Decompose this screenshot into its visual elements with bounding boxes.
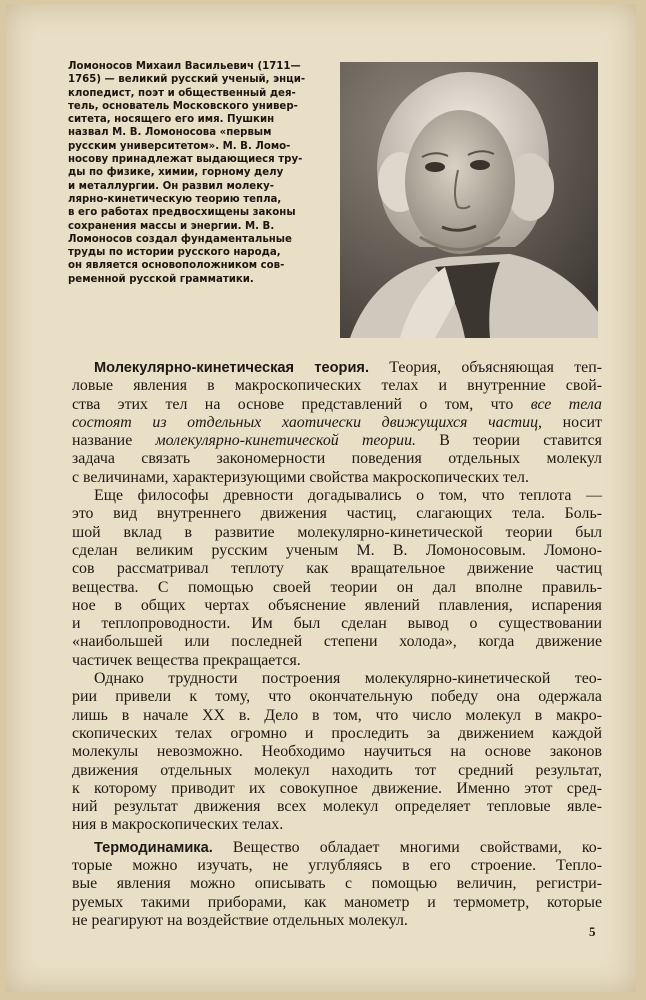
- text-line: скопических телах огромно и проследить за движением каждой: [72, 724, 602, 742]
- text-line: ния в макроскопических телах.: [72, 816, 284, 834]
- text-line: сов рассматривал теплоту как вращательное движение частиц: [72, 560, 602, 578]
- term-heading: Термодинамика.: [94, 839, 213, 856]
- caption-line: ды по физике, химии, горному делу: [68, 167, 284, 179]
- caption-line: назвал М. В. Ломоносова «первым: [68, 127, 272, 139]
- caption-line: Ломоносов Михаил Васильевич (1711—: [68, 61, 301, 72]
- text-line: торые можно изучать, не углубляясь в его строение. Тепло-: [72, 857, 602, 875]
- caption-line: он является основоположником сов-: [68, 260, 285, 272]
- caption-line: сохранения массы и энергии. М. В.: [68, 220, 275, 232]
- text-line: руемых такими приборами, как манометр и термометр, которые: [72, 893, 602, 911]
- text-line: молекулы невозможно. Необходимо научиться на основе законов: [72, 743, 602, 761]
- caption-line: клопедист, поэт и общественный дея-: [68, 87, 296, 99]
- caption-line: 1765) — великий русский ученый, энци-: [68, 74, 306, 86]
- text-line: движения отдельных молекул находить тот средний результат,: [72, 761, 602, 779]
- portrait-caption: [68, 60, 326, 286]
- book-page: [6, 4, 636, 992]
- text-line: Однако трудности построения молекулярно-кинетической тео-: [94, 670, 602, 688]
- caption-line: и металлургии. Он развил молеку-: [68, 180, 274, 192]
- caption-line: носову принадлежат выдающиеся тру-: [68, 154, 303, 166]
- text-line: ний результат движения всех молекул определяет тепловые явле-: [72, 798, 602, 816]
- text-line: ства этих тел на основе представлений о том, что все тела: [72, 395, 602, 413]
- caption-line: труды по истории русского народа,: [68, 247, 281, 259]
- text-line: Молекулярно-кинетическая теория. Теория, объясняющая теп-: [94, 359, 602, 376]
- portrait-drawing: [340, 62, 598, 338]
- caption-line: в его работах предвосхищены законы: [68, 207, 296, 219]
- caption-line: Ломоносов создал фундаментальные: [68, 233, 292, 245]
- term-heading: Молекулярно-кинетическая теория.: [94, 360, 370, 376]
- text-line: задача связать закономерности поведения отдельных молекул: [72, 450, 602, 468]
- text-line: сделан великим русским ученым М. В. Ломоносовым. Ломоно-: [72, 541, 602, 559]
- text-line: лишь в начале XX в. Дело в том, что число молекул в макро-: [72, 706, 602, 724]
- text-line: к которому приводит их совокупное движение. Именно этот сред-: [72, 779, 602, 797]
- text-line: не реагируют на воздействие отдельных молекул.: [72, 911, 408, 929]
- text-line: шой вклад в развитие молекулярно-кинетической теории был: [72, 523, 602, 541]
- text-line: Еще философы древности догадывались о том, что теплота —: [94, 487, 602, 505]
- text-line: ловые явления в макроскопических телах и внутренние свой-: [72, 377, 602, 395]
- caption-line: ременной русской грамматики.: [68, 273, 254, 285]
- text-line: вые явления можно описывать с помощью величин, регистри-: [72, 875, 602, 893]
- text-line: вещества. С помощью своей теории он дал вполне правиль-: [72, 578, 602, 596]
- text-line: состоят из отдельных хаотически движущихся частиц, носит: [72, 413, 602, 431]
- text-line: «наибольшей или последней степени холода», когда движение: [72, 633, 602, 651]
- caption-line: русским университетом». М. В. Ломо-: [68, 140, 291, 152]
- caption-line: лярно-кинетическую теорию тепла,: [68, 193, 282, 205]
- text-line: название молекулярно-кинетической теории. В теории ставится: [72, 432, 602, 450]
- text-line: ное в общих чертах объяснение явлений плавления, испарения: [72, 596, 602, 614]
- text-line: рии привели к тому, что окончательную победу она одержала: [72, 688, 602, 706]
- caption-line: тель, основатель Московского универ-: [68, 100, 298, 112]
- text-line: и теплопроводности. Им был сделан вывод о существовании: [72, 615, 602, 633]
- caption-line: ситета, носящего его имя. Пушкин: [68, 114, 275, 126]
- text-line: это вид внутреннего движения частиц, слагающих тела. Боль-: [72, 505, 602, 523]
- portrait-image: [340, 62, 598, 338]
- text-line: Термодинамика. Вещество обладает многими свойствами, ко-: [94, 838, 602, 856]
- text-line: частичек вещества прекращается.: [72, 651, 301, 669]
- text-line: с величинами, характеризующими свойства макроскопических тел.: [72, 468, 529, 486]
- main-text: [72, 359, 602, 930]
- page-number: 5: [589, 924, 596, 939]
